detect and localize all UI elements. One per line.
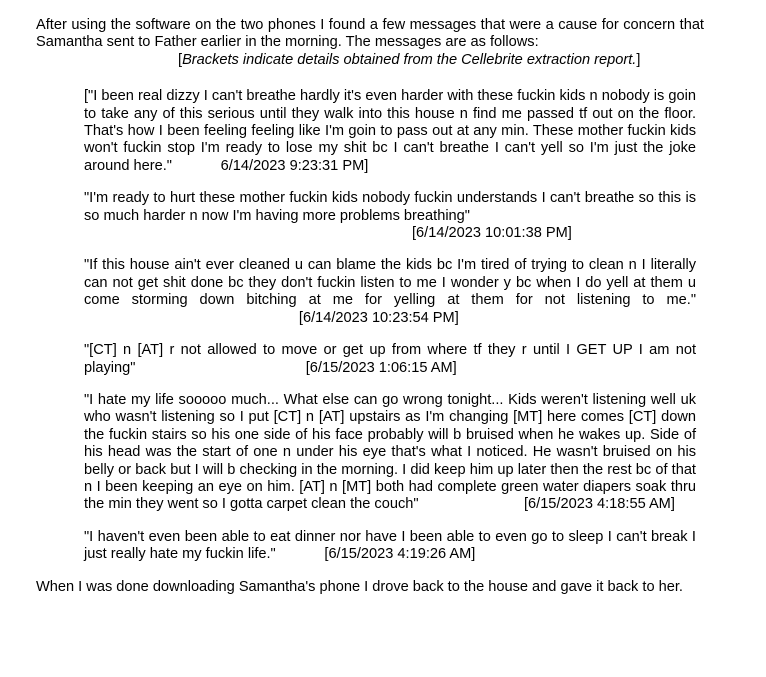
- intro-paragraph: After using the software on the two phones I found a few messages that were a cause for concern that Samantha sent to Father earlier in the morning. The messages are as follows:: [36, 17, 704, 51]
- message-text: "[CT] n [AT] r not allowed to move or get up from where tf they r until I GET UP I am not playing": [84, 342, 696, 376]
- message-text: "I hate my life sooooo much... What else can go wrong tonight... Kids weren't listening well uk who wasn't listening so I put [CT] n [AT] upstairs as I'm changing [MT] here comes [CT] down the fuckin stairs so his one side of his face probably will b bruised when he wakes up. Side of his head was the start of one n under his eye that's what I noticed. He wasn't bruised on his belly or back but I will b checking in the morning. I did keep him up later then the rest bc of that n I been keeping an eye on him. [AT] n [MT] both had complete green water diapers soak thru the min they went so I gotta carpet clean the couch": [84, 391, 696, 513]
- message-timestamp: [6/15/2023 4:19:26 AM]: [324, 546, 476, 563]
- bracket-note-text: Brackets indicate details obtained from the Cellebrite extraction report.: [182, 51, 637, 68]
- message-timestamp: [6/14/2023 10:01:38 PM]: [412, 225, 572, 242]
- message-text: "If this house ain't ever cleaned u can blame the kids bc I'm tired of trying to clean n I literally can not get shit done bc they don't fuckin listen to me I wonder y bc when I do yell at them u come storming down bitching at me for yelling at them for not listening to me.": [84, 257, 696, 309]
- message-timestamp: [6/15/2023 4:18:55 AM]: [523, 496, 675, 513]
- outro-paragraph: When I was done downloading Samantha's phone I drove back to the house and gave it back to her.: [36, 578, 683, 595]
- message-quote: [84, 88, 696, 175]
- message-quote: [84, 529, 696, 564]
- bracket-open: [: [178, 51, 183, 68]
- message-timestamp: [6/15/2023 1:06:15 AM]: [305, 359, 457, 376]
- message-timestamp: [6/14/2023 10:23:54 PM]: [298, 309, 459, 326]
- message-quote: [84, 257, 696, 327]
- message-timestamp: 6/14/2023 9:23:31 PM]: [220, 157, 369, 174]
- message-text: "I'm ready to hurt these mother fuckin kids nobody fuckin understands I can't breathe so this is so much harder n now I'm having more problems breathing": [84, 190, 696, 224]
- message-quote: [84, 190, 696, 242]
- bracket-close: ]: [636, 51, 641, 68]
- message-list: [36, 88, 696, 563]
- message-quote: [84, 392, 696, 514]
- message-text: ["I been real dizzy I can't breathe hardly it's even harder with these fuckin kids n nobody is goin to take any of this serious until they walk into this house n find me passed tf out on the floor. That's how I been feeling feeling like I'm goin to pass out at any min. These mother fuckin kids won't fuckin stop I'm ready to lose my shit bc I can't breathe I can't yell so I'm just the joke around here.": [84, 88, 696, 174]
- message-quote: [84, 342, 696, 377]
- document-page: [36, 17, 704, 596]
- bracket-note: [36, 52, 704, 69]
- message-text: "I haven't even been able to eat dinner nor have I been able to even go to sleep I can't break I just really hate my fuckin life.": [84, 528, 696, 563]
